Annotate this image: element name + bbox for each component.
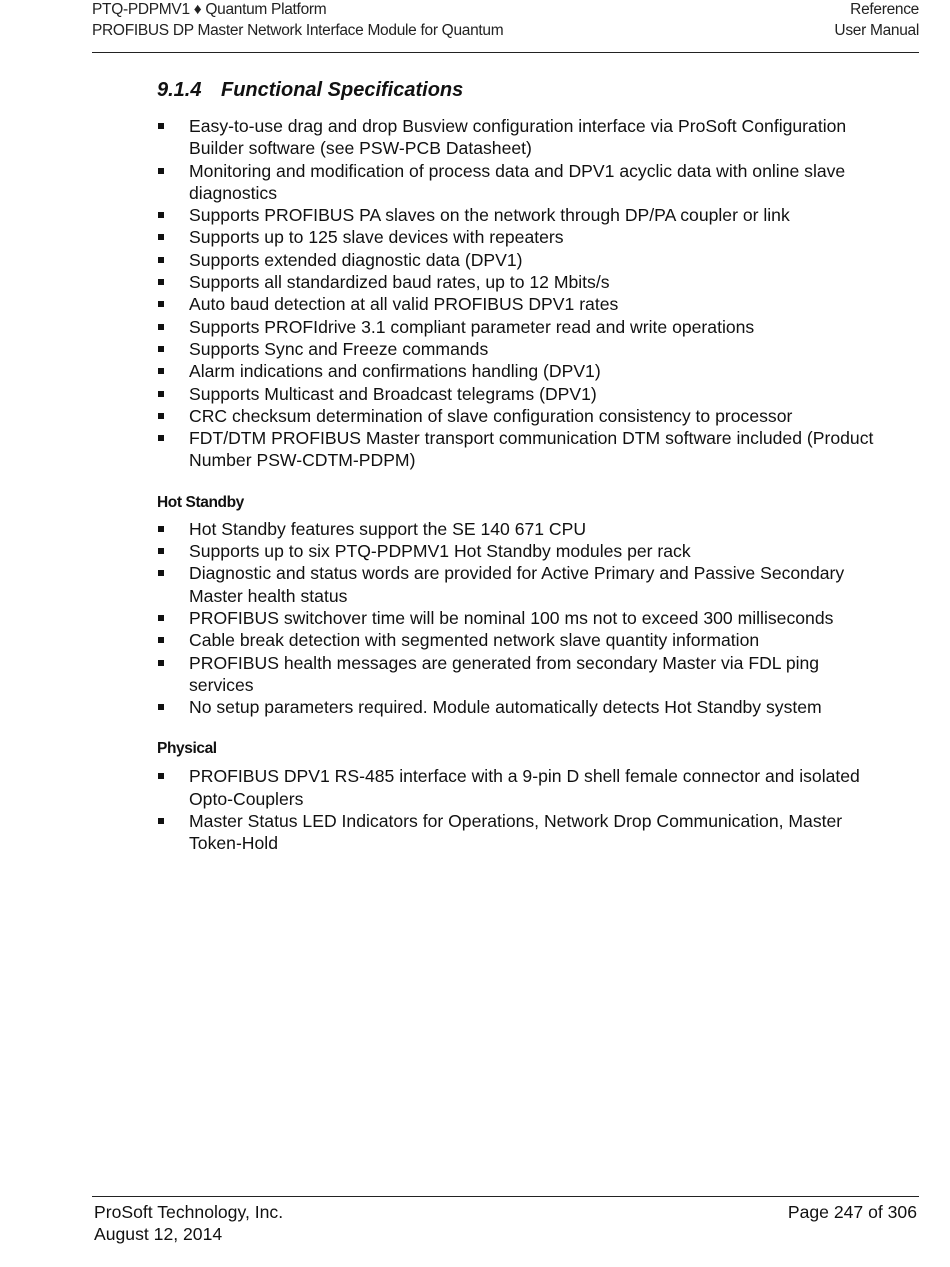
- list-item: [157, 810, 877, 855]
- list-item-text: FDT/DTM PROFIBUS Master transport communication DTM software included (Product Number PSW-CDTM-PDPM): [189, 428, 874, 471]
- list-item-text: Cable break detection with segmented network slave quantity information: [189, 630, 760, 651]
- list-item: [157, 540, 877, 562]
- list-item: [157, 160, 877, 205]
- section-title: [157, 76, 877, 104]
- list-item-text: Master Status LED Indicators for Operations, Network Drop Communication, Master Token-Hold: [189, 811, 843, 854]
- bullet-icon: [158, 413, 164, 419]
- list-item: [157, 652, 877, 697]
- list-item: [157, 249, 877, 271]
- list-item: [157, 338, 877, 360]
- bullet-icon: [158, 773, 164, 779]
- bullet-icon: [158, 637, 164, 643]
- list-item: [157, 427, 877, 472]
- page-header: [92, 0, 919, 53]
- list-item-text: No setup parameters required. Module automatically detects Hot Standby system: [189, 697, 822, 718]
- bullet-icon: [158, 168, 164, 174]
- list-item-text: Supports extended diagnostic data (DPV1): [189, 249, 523, 270]
- bullet-icon: [158, 570, 164, 576]
- list-item-text: PROFIBUS switchover time will be nominal 100 ms not to exceed 300 milliseconds: [189, 607, 834, 628]
- list-item: [157, 405, 877, 427]
- list-item-text: Monitoring and modification of process data and DPV1 acyclic data with online slave diagnostics: [189, 160, 846, 203]
- list-item: [157, 204, 877, 226]
- bullet-icon: [158, 257, 164, 263]
- header-product-title: PTQ-PDPMV1 ♦ Quantum Platform: [92, 1, 327, 18]
- hot-standby-list: [157, 518, 877, 719]
- list-item-text: Supports up to six PTQ-PDPMV1 Hot Standby modules per rack: [189, 541, 691, 562]
- bullet-icon: [158, 123, 164, 129]
- bullet-icon: [158, 615, 164, 621]
- bullet-icon: [158, 548, 164, 554]
- list-item-text: Easy-to-use drag and drop Busview configuration interface via ProSoft Configuration Builder software (see PSW-PCB Datasheet): [189, 116, 847, 159]
- list-item: [157, 383, 877, 405]
- bullet-icon: [158, 301, 164, 307]
- bullet-icon: [158, 435, 164, 441]
- list-item-text: Alarm indications and confirmations handling (DPV1): [189, 361, 601, 382]
- bullet-icon: [158, 346, 164, 352]
- list-item-text: Supports PROFIBUS PA slaves on the network through DP/PA coupler or link: [189, 205, 790, 226]
- bullet-icon: [158, 279, 164, 285]
- list-item-text: Hot Standby features support the SE 140 671 CPU: [189, 518, 587, 539]
- list-item: [157, 316, 877, 338]
- list-item-text: PROFIBUS DPV1 RS-485 interface with a 9-pin D shell female connector and isolated Opto-Couplers: [189, 766, 860, 809]
- bullet-icon: [158, 234, 164, 240]
- list-item-text: PROFIBUS health messages are generated from secondary Master via FDL ping services: [189, 652, 820, 695]
- list-item-text: Auto baud detection at all valid PROFIBUS DPV1 rates: [189, 294, 619, 315]
- bullet-icon: [158, 704, 164, 710]
- bullet-icon: [158, 368, 164, 374]
- bullet-icon: [158, 660, 164, 666]
- page-footer: [92, 1196, 919, 1244]
- list-item: [157, 115, 877, 160]
- list-item-text: Diagnostic and status words are provided for Active Primary and Passive Secondary Master health status: [189, 563, 845, 606]
- list-item-text: Supports PROFIdrive 3.1 compliant parameter read and write operations: [189, 316, 755, 337]
- footer-date: August 12, 2014: [94, 1224, 223, 1244]
- list-item: [157, 360, 877, 382]
- section-number: 9.1.4: [157, 79, 202, 101]
- list-item: [157, 765, 877, 810]
- list-item-text: Supports Sync and Freeze commands: [189, 338, 489, 359]
- list-item-text: Supports all standardized baud rates, up to 12 Mbits/s: [189, 272, 610, 293]
- page-content: [157, 76, 877, 855]
- list-item: [157, 607, 877, 629]
- physical-list: [157, 765, 877, 854]
- list-item: [157, 696, 877, 718]
- physical-heading: Physical: [157, 740, 217, 758]
- list-item: [157, 293, 877, 315]
- list-item-text: Supports Multicast and Broadcast telegrams (DPV1): [189, 383, 597, 404]
- list-item-text: CRC checksum determination of slave configuration consistency to processor: [189, 405, 793, 426]
- list-item: [157, 562, 877, 607]
- bullet-icon: [158, 212, 164, 218]
- header-section-label: Reference: [850, 1, 919, 18]
- functional-spec-list: [157, 115, 877, 472]
- bullet-icon: [158, 324, 164, 330]
- header-product-subtitle: PROFIBUS DP Master Network Interface Module for Quantum: [92, 22, 504, 39]
- list-item: [157, 226, 877, 248]
- footer-page-number: Page 247 of 306: [787, 1202, 917, 1222]
- bullet-icon: [158, 391, 164, 397]
- footer-company: ProSoft Technology, Inc.: [94, 1202, 284, 1222]
- list-item: [157, 271, 877, 293]
- list-item: [157, 518, 877, 540]
- list-item: [157, 629, 877, 651]
- header-manual-label: User Manual: [834, 22, 919, 39]
- list-item-text: Supports up to 125 slave devices with repeaters: [189, 227, 564, 248]
- section-heading: Functional Specifications: [221, 79, 464, 101]
- bullet-icon: [158, 526, 164, 532]
- hot-standby-heading: Hot Standby: [157, 493, 244, 511]
- bullet-icon: [158, 818, 164, 824]
